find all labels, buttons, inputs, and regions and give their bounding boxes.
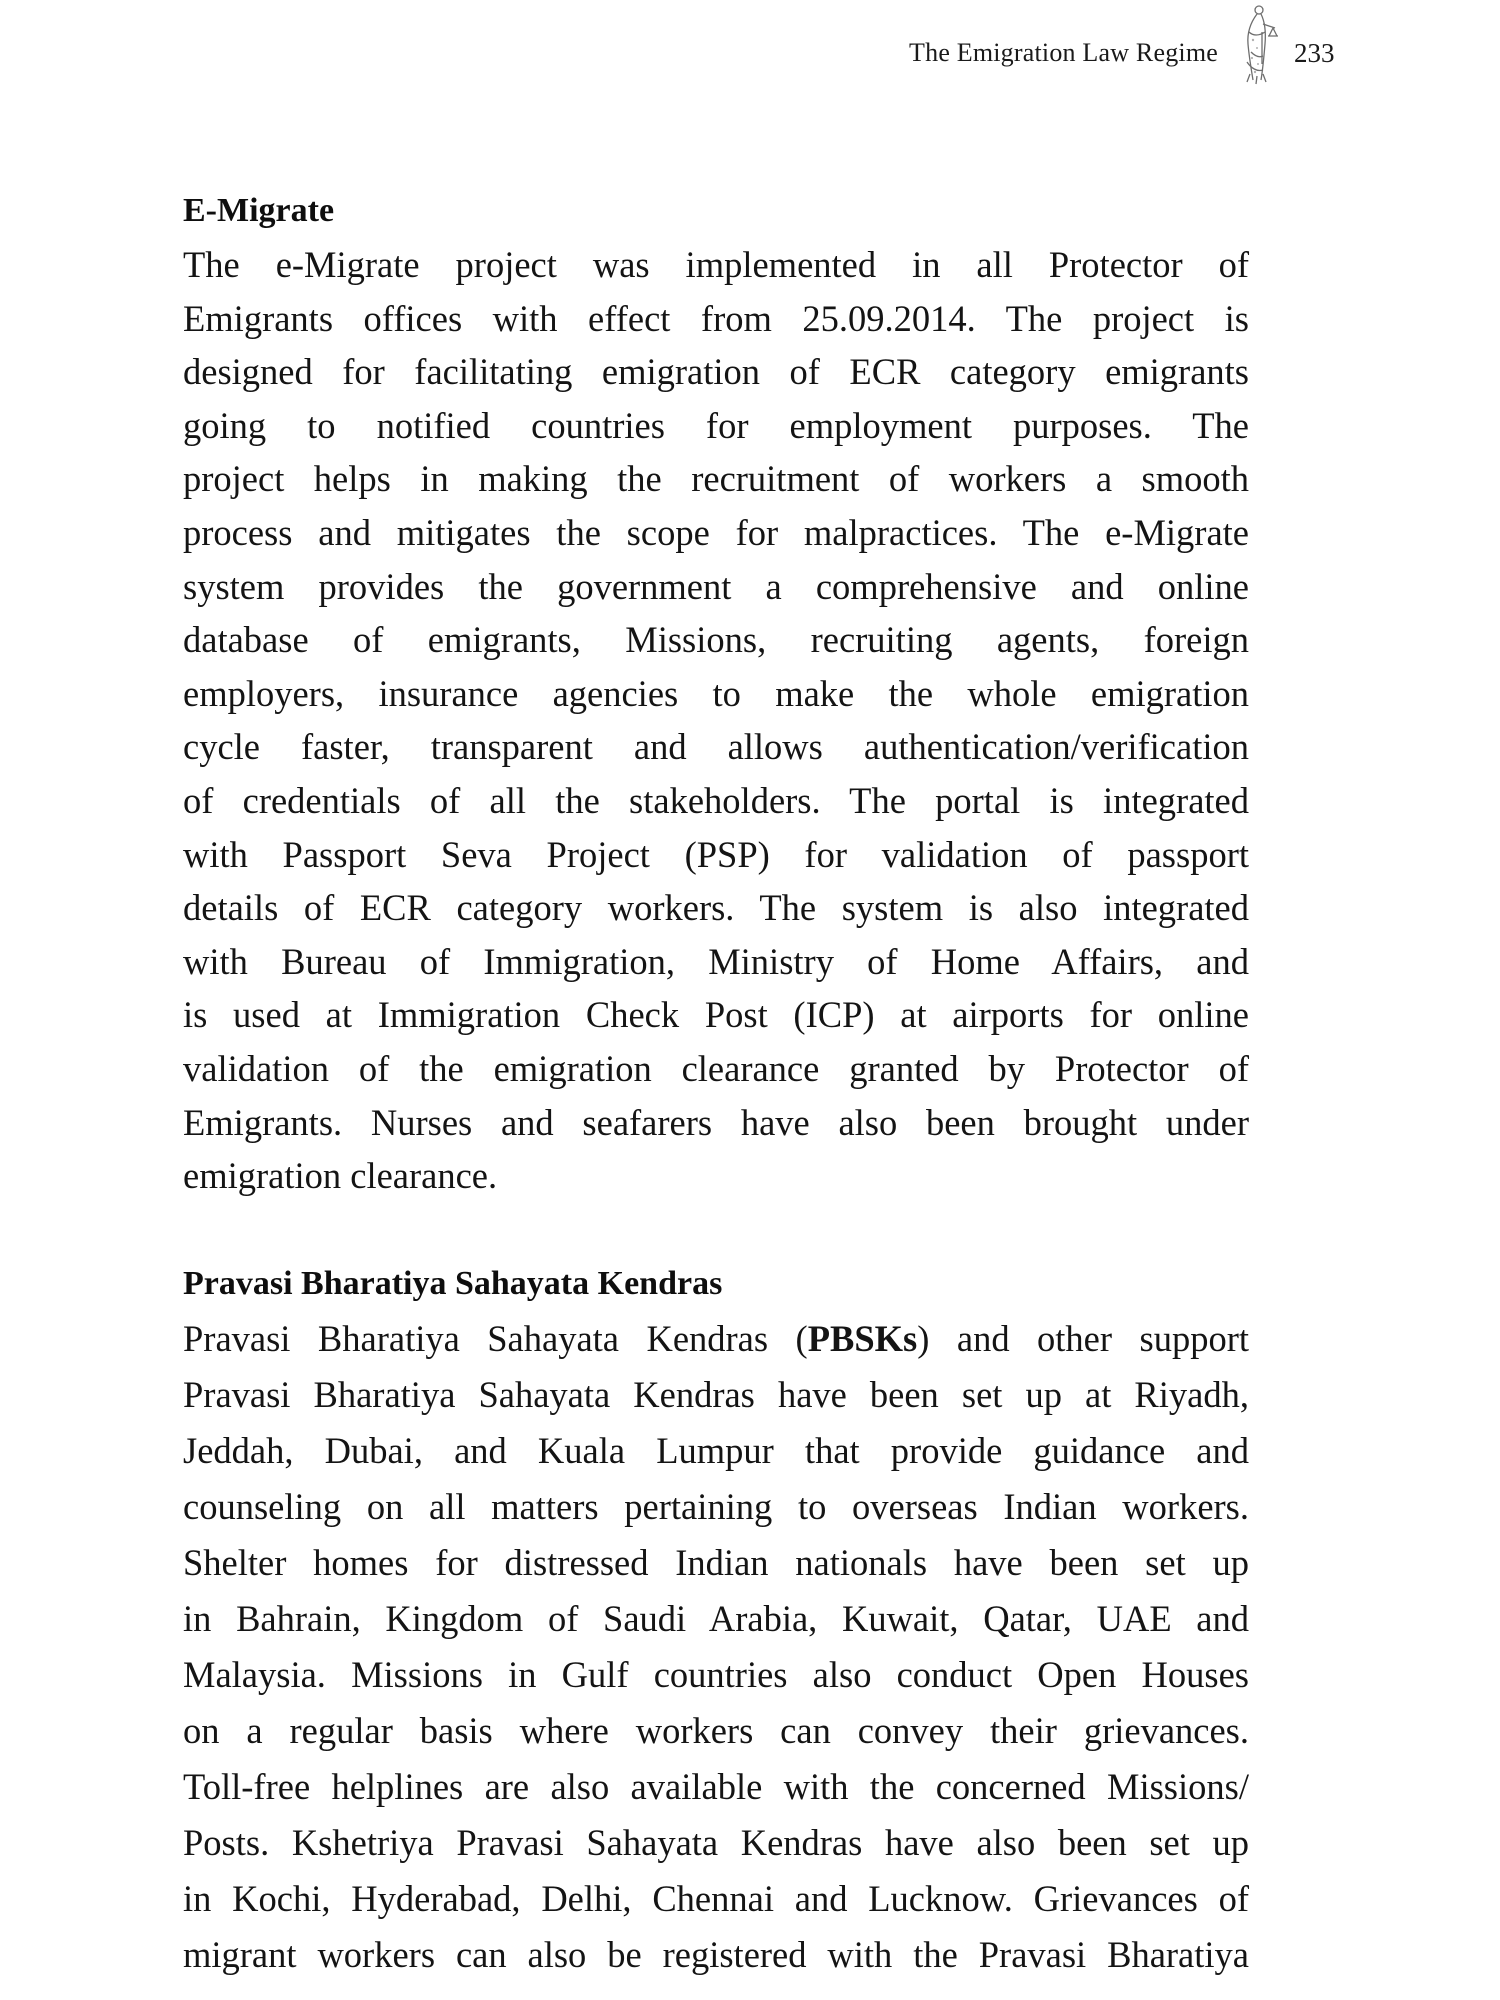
section-heading-e-migrate: E-Migrate bbox=[183, 192, 335, 229]
text-line: designed for facilitating emigration of ECR category emigrants bbox=[183, 351, 1249, 393]
section-spacer bbox=[183, 1203, 1249, 1257]
e-migrate-paragraph bbox=[183, 238, 1249, 1203]
pbsk-abbreviation: PBSKs bbox=[807, 1317, 918, 1359]
text-line: Shelter homes for distressed Indian nationals have been set up bbox=[183, 1541, 1249, 1583]
running-head-title: The Emigration Law Regime bbox=[909, 38, 1218, 67]
text-line: in Bahrain, Kingdom of Saudi Arabia, Kuwait, Qatar, UAE and bbox=[183, 1597, 1249, 1639]
pbsk-paragraph bbox=[183, 1311, 1249, 1983]
running-header bbox=[0, 30, 1500, 90]
text-line: Posts. Kshetriya Pravasi Sahayata Kendras have also been set up bbox=[183, 1821, 1249, 1863]
text-line: with Passport Seva Project (PSP) for validation of passport bbox=[183, 833, 1249, 875]
text-line: details of ECR category workers. The system is also integrated bbox=[183, 887, 1249, 929]
text-line: Malaysia. Missions in Gulf countries also conduct Open Houses bbox=[183, 1653, 1249, 1695]
text-run: Pravasi Bharatiya Sahayata Kendras ( bbox=[183, 1317, 808, 1359]
text-line bbox=[183, 1311, 1249, 1367]
text-line: Emigrants offices with effect from 25.09.2014. The project is bbox=[183, 297, 1249, 339]
text-line: cycle faster, transparent and allows authentication/verification bbox=[183, 726, 1249, 768]
text-line: Pravasi Bharatiya Sahayata Kendras have been set up at Riyadh, bbox=[183, 1373, 1249, 1415]
justice-emblem-icon bbox=[1233, 2, 1283, 86]
text-line: of credentials of all the stakeholders. The portal is integrated bbox=[183, 779, 1249, 821]
text-line: Jeddah, Dubai, and Kuala Lumpur that provide guidance and bbox=[183, 1429, 1249, 1471]
text-line: is used at Immigration Check Post (ICP) at airports for online bbox=[183, 994, 1249, 1036]
text-line: process and mitigates the scope for malpractices. The e-Migrate bbox=[183, 511, 1249, 553]
text-line: emigration clearance. bbox=[183, 1155, 498, 1197]
text-line: migrant workers can also be registered with the Pravasi Bharatiya bbox=[183, 1933, 1249, 1975]
text-line: Emigrants. Nurses and seafarers have also been brought under bbox=[183, 1101, 1249, 1143]
text-line: project helps in making the recruitment of workers a smooth bbox=[183, 458, 1249, 500]
text-line: validation of the emigration clearance granted by Protector of bbox=[183, 1047, 1249, 1089]
text-line: in Kochi, Hyderabad, Delhi, Chennai and Lucknow. Grievances of bbox=[183, 1877, 1249, 1919]
text-line: with Bureau of Immigration, Ministry of Home Affairs, and bbox=[183, 940, 1249, 982]
text-line: employers, insurance agencies to make the whole emigration bbox=[183, 672, 1249, 714]
page-number: 233 bbox=[1294, 38, 1335, 68]
text-line: database of emigrants, Missions, recruiting agents, foreign bbox=[183, 619, 1249, 661]
text-line: going to notified countries for employment purposes. The bbox=[183, 404, 1249, 446]
text-line: Toll-free helplines are also available with the concerned Missions/ bbox=[183, 1765, 1249, 1807]
text-line: system provides the government a comprehensive and online bbox=[183, 565, 1249, 607]
text-line: The e-Migrate project was implemented in all Protector of bbox=[183, 244, 1249, 285]
text-line: on a regular basis where workers can convey their grievances. bbox=[183, 1709, 1249, 1751]
text-run: ) and other support bbox=[917, 1317, 1249, 1359]
text-line: counseling on all matters pertaining to overseas Indian workers. bbox=[183, 1485, 1249, 1527]
page-body bbox=[183, 184, 1249, 1983]
section-heading-pbsk: Pravasi Bharatiya Sahayata Kendras bbox=[183, 1264, 723, 1302]
